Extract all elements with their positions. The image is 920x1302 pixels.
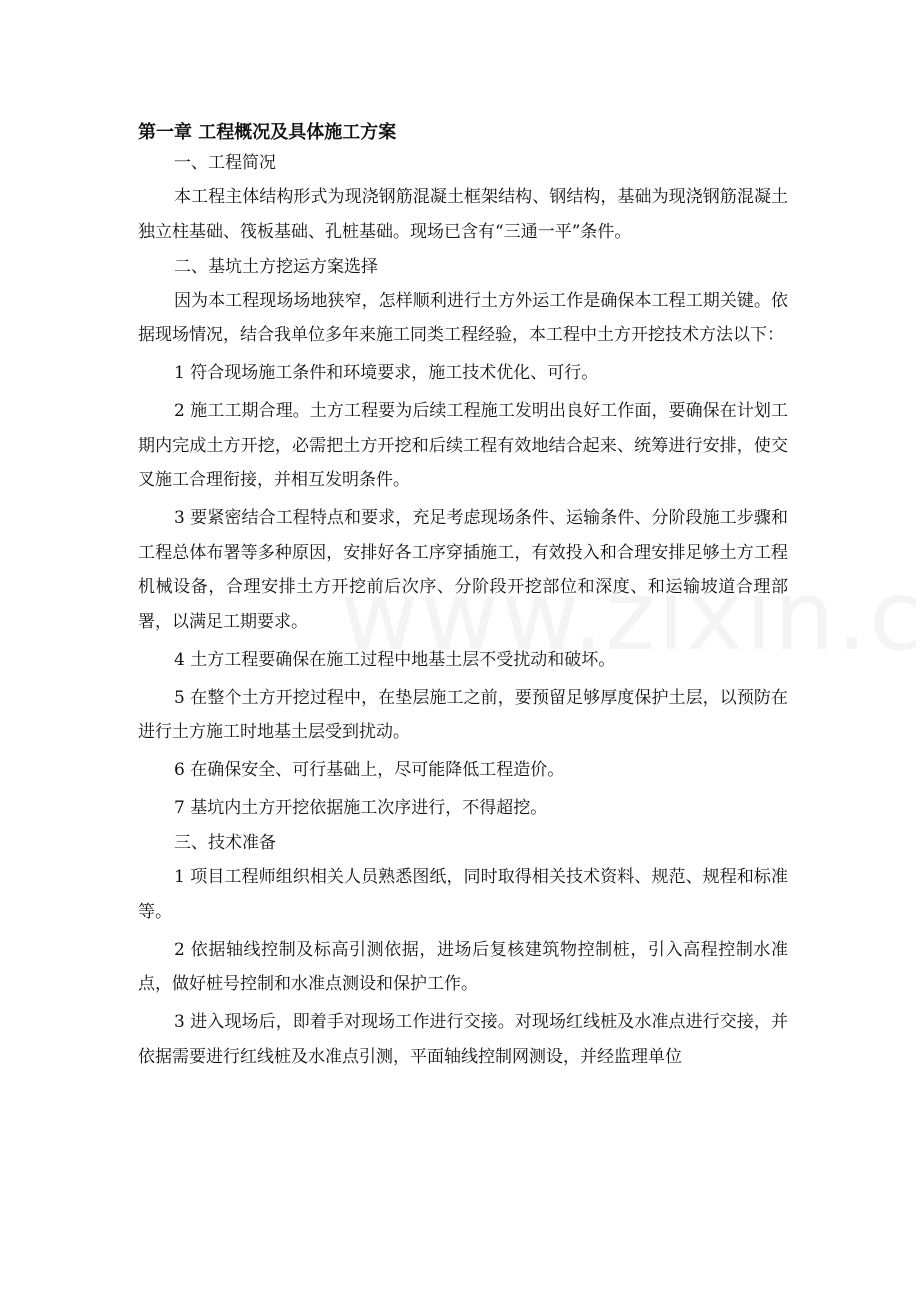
body-paragraph: 4 土方工程要确保在施工过程中地基土层不受扰动和破坏。	[174, 649, 616, 670]
body-paragraph: 5 在整个土方开挖过程中，在垫层施工之前，要预留足够厚度保护土层，以预防在进行土方施工时地基土层受到扰动。	[138, 687, 788, 742]
paragraph-list	[138, 149, 788, 1074]
section-heading: 三、技术准备	[174, 833, 276, 853]
body-paragraph: 1 项目工程师组织相关人员熟悉图纸，同时取得相关技术资料、规范、规程和标准等。	[138, 867, 788, 922]
body-paragraph: 本工程主体结构形式为现浇钢筋混凝土框架结构、钢结构，基础为现浇钢筋混凝土独立柱基础、筏板基础、孔桩基础。现场已含有“三通一平”条件。	[138, 187, 788, 242]
body-paragraph: 1 符合现场施工条件和环境要求，施工技术优化、可行。	[174, 363, 599, 383]
body-paragraph: 3 进入现场后，即着手对现场工作进行交接。对现场红线桩及水准点进行交接，并依据需要进行红线桩及水准点引测，平面轴线控制网测设，并经监理单位	[138, 1012, 788, 1067]
section-heading: 一、工程简况	[174, 153, 276, 173]
chapter-title: 第一章 工程概况及具体施工方案	[138, 122, 397, 143]
document-body	[138, 118, 788, 1078]
body-paragraph: 6 在确保安全、可行基础上，尽可能降低工程造价。	[174, 760, 565, 780]
body-paragraph: 7 基坑内土方开挖依据施工次序进行，不得超挖。	[174, 798, 548, 818]
body-paragraph: 2 依据轴线控制及标高引测依据，进场后复核建筑物控制桩，引入高程控制水准点，做好桩号控制和水准点测设和保护工作。	[138, 939, 788, 994]
section-heading: 二、基坑土方挖运方案选择	[174, 256, 378, 277]
body-paragraph: 2 施工工期合理。土方工程要为后续工程施工发明出良好工作面，要确保在计划工期内完成土方开挖，必需把土方开挖和后续工程有效地结合起来、统筹进行安排，使交叉施工合理衔接，并相互发明条件。	[138, 401, 788, 490]
body-paragraph: 因为本工程现场场地狭窄，怎样顺利进行土方外运工作是确保本工程工期关键。依据现场情况，结合我单位多年来施工同类工程经验，本工程中土方开挖技术方法以下：	[138, 290, 788, 345]
body-paragraph: 3 要紧密结合工程特点和要求，充足考虑现场条件、运输条件、分阶段施工步骤和工程总体布署等多种原因，安排好各工序穿插施工，有效投入和合理安排足够土方工程机械设备，合理安排土方开挖前后次序、分阶段开挖部位和深度、和运输坡道合理部署，以满足工期要求。	[138, 508, 788, 632]
